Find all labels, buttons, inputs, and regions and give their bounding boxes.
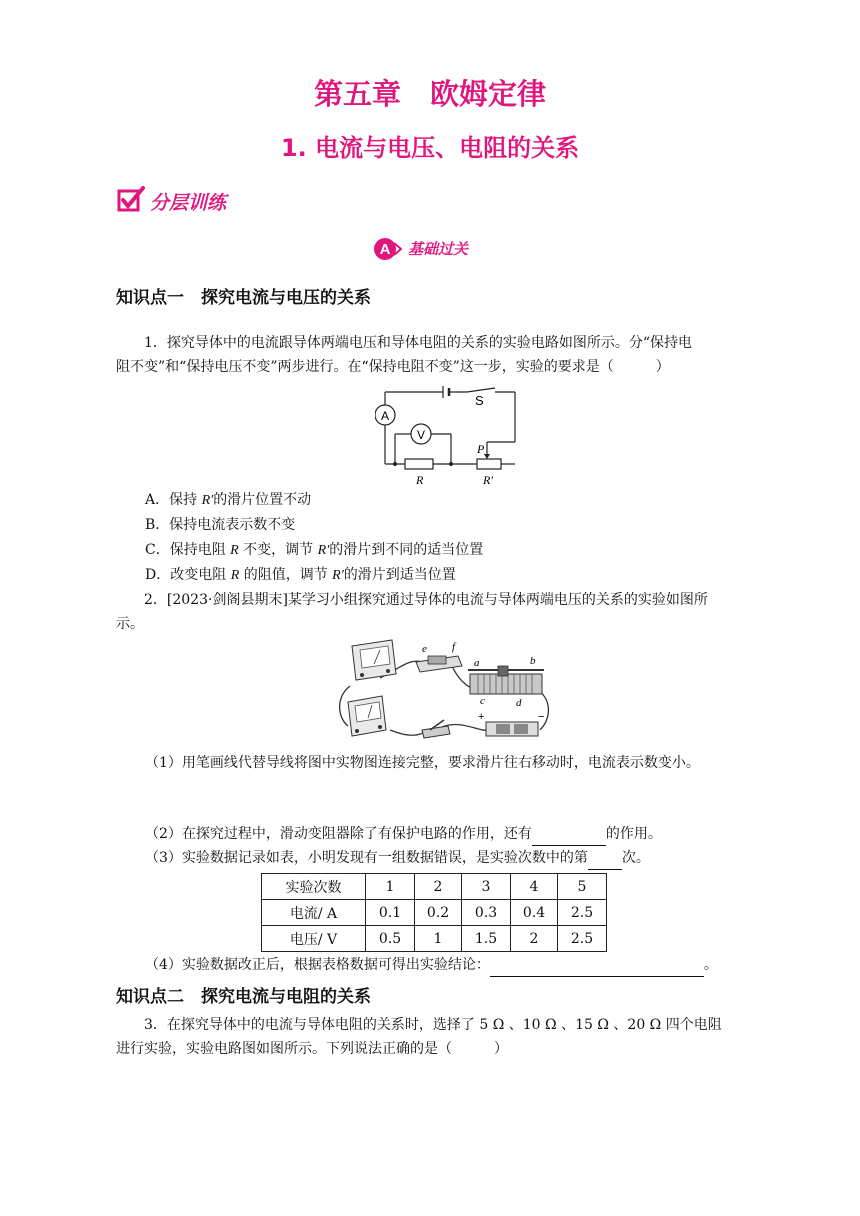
- table-row: 电流/ A 0.1 0.2 0.3 0.4 2.5: [262, 900, 607, 926]
- svg-text:+: +: [478, 711, 485, 723]
- svg-text:e: e: [422, 643, 427, 655]
- rheostat-label: R′: [483, 473, 493, 487]
- ammeter-label: A: [380, 409, 390, 423]
- q1-option-d[interactable]: D．改变电阻 R 的阻值，调节 R′的滑片到适当位置: [145, 567, 456, 583]
- answer-blank-2[interactable]: [532, 828, 606, 846]
- q3-line1: 3．在探究导体中的电流与导体电阻的关系时，选择了 5 Ω 、10 Ω 、15 Ω 、20 Ω 四个电阻: [144, 1017, 722, 1033]
- q2-sub2: （2）在探究过程中，滑动变阻器除了有保护电路的作用，还有 的作用。: [145, 822, 662, 846]
- answer-blank-4[interactable]: [490, 959, 704, 977]
- level-label: 基础过关: [408, 240, 469, 258]
- q2-line2: 示。: [116, 616, 144, 632]
- svg-text:f: f: [452, 641, 456, 653]
- section-title: 1. 电流与电压、电阻的关系: [280, 134, 580, 162]
- table-row: 实验次数 1 2 3 4 5: [262, 874, 607, 900]
- voltmeter-label: V: [416, 428, 426, 442]
- q1-option-a[interactable]: A．保持 R′的滑片位置不动: [145, 492, 312, 508]
- voltmeter-device: [352, 640, 396, 680]
- resistor-label: R: [416, 473, 424, 487]
- battery-device: [486, 722, 538, 736]
- switch-device: [422, 720, 450, 738]
- answer-blank-3[interactable]: [588, 852, 622, 870]
- rheostat-device: [468, 666, 544, 694]
- level-a-icon: [372, 236, 402, 262]
- svg-text:a: a: [474, 657, 480, 669]
- q2-sub1: （1）用笔画线代替导线将图中实物图连接完整，要求滑片往右移动时，电流表示数变小。: [145, 755, 700, 771]
- chapter-title: 第五章 欧姆定律: [313, 77, 546, 111]
- q2-line1: 2．[2023·剑阁县期末]某学习小组探究通过导体的电流与导体两端电压的关系的实验如图所: [144, 592, 708, 608]
- q1-option-c[interactable]: C．保持电阻 R 不变，调节 R′的滑片到不同的适当位置: [145, 542, 484, 558]
- apparatus-illustration: [330, 638, 555, 748]
- q1-line2: 阻不变”和“保持电压不变”两步进行。在“保持电阻不变”这一步，实验的要求是（ ）: [116, 359, 670, 375]
- circuit-diagram: [375, 384, 520, 490]
- svg-text:b: b: [530, 655, 536, 667]
- q1-option-b[interactable]: B．保持电流表示数不变: [145, 517, 296, 533]
- training-label: 分层训练: [150, 192, 227, 214]
- svg-text:d: d: [516, 697, 522, 709]
- level-letter: A: [379, 241, 391, 258]
- knowledge-point-1: 知识点一 探究电流与电压的关系: [116, 288, 371, 308]
- q2-sub3: （3）实验数据记录如表，小明发现有一组数据错误，是实验次数中的第 次。: [145, 846, 650, 870]
- q2-sub4: （4）实验数据改正后，根据表格数据可得出实验结论： 。: [145, 953, 718, 977]
- svg-text:c: c: [480, 695, 485, 707]
- table-row: 电压/ V 0.5 1 1.5 2 2.5: [262, 926, 607, 952]
- knowledge-point-2: 知识点二 探究电流与电阻的关系: [116, 987, 371, 1007]
- ammeter-device: [348, 696, 386, 736]
- data-table: [261, 873, 607, 952]
- switch-label: S: [475, 393, 484, 408]
- q3-line2: 进行实验，实验电路图如图所示。下列说法正确的是（ ）: [116, 1041, 508, 1057]
- svg-text:−: −: [538, 711, 545, 723]
- q1-line1: 1．探究导体中的电流跟导体两端电压和导体电阻的关系的实验电路如图所示。分“保持电: [144, 335, 693, 351]
- fixed-resistor: [416, 656, 462, 672]
- slider-label: P: [477, 442, 485, 456]
- checkbox-check-icon: [116, 186, 146, 214]
